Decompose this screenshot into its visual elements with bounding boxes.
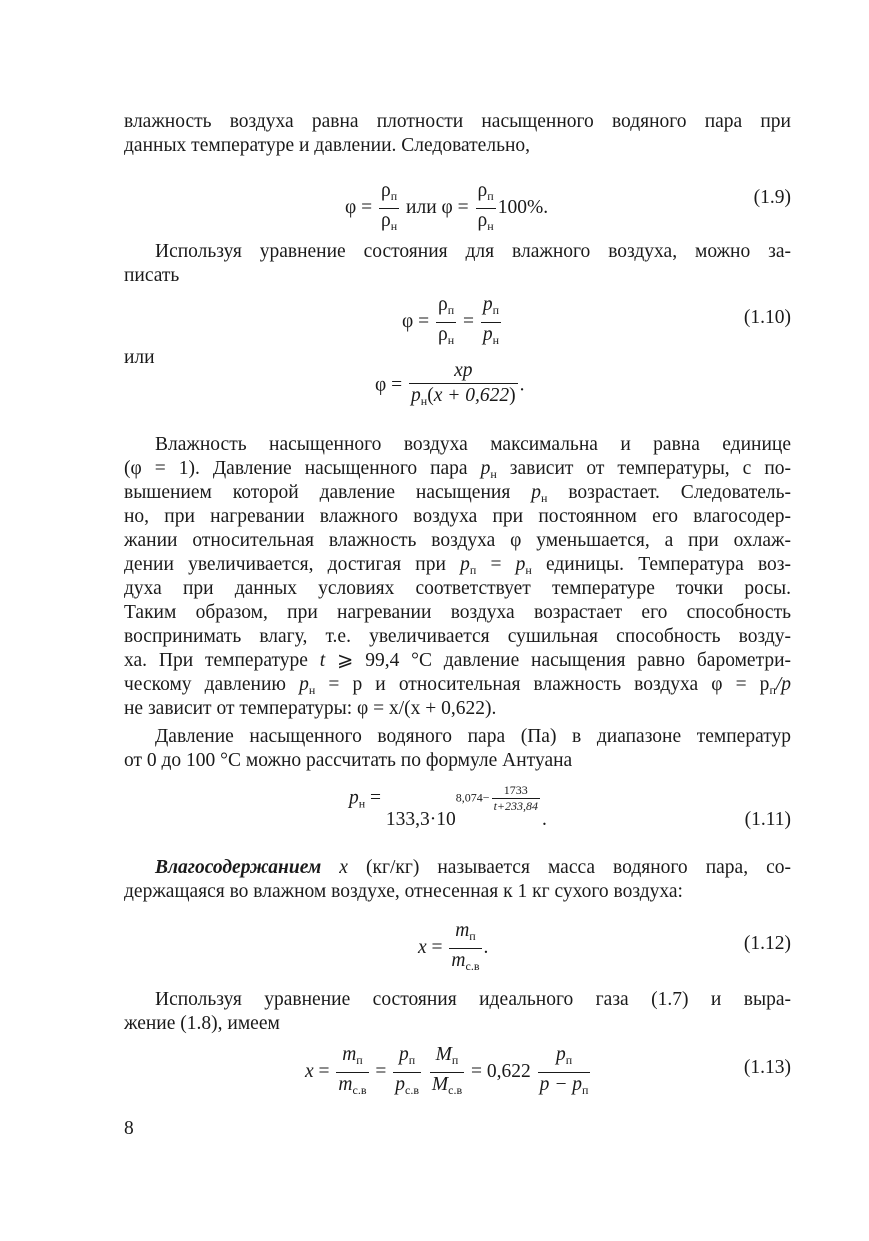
fraction: $\frac{p_п}{p - p_п}$ [538, 1044, 591, 1101]
text-line: жение (1.8), имеем [124, 1013, 280, 1034]
text-line: Используя уравнение состояния для влажного воздуха, можно за- [155, 241, 791, 262]
text-line: ческому давлению $p_н = p$ и относительная влажность воздуха $\varphi = p_п/p$ [124, 674, 792, 697]
fraction: $\frac{M_п}{M_{с.в}}$ [430, 1044, 464, 1101]
text-line: Влажность насыщенного воздуха максимальна и равна единице [155, 434, 791, 455]
text-line: (φ = 1). Давление насыщенного пара $p_н$ зависит от температуры, с по- [124, 458, 792, 481]
fraction: $\frac{xp}{p_н(x + 0,622)}$ [409, 360, 518, 412]
equation-1-9: φ = $\frac{\rho_п}{\rho_н}$ или φ = $\frac{\rho_п}{\rho_н}$ 100%. [345, 180, 548, 237]
text-line: духа при данных условиях соответствует температуре точки росы. [124, 578, 791, 599]
text-line: Влагосодержанием x (кг/кг) называется масса водяного пара, со- [155, 857, 792, 878]
equation-number: (1.12) [743, 933, 791, 954]
text-line: воспринимать влагу, т.е. увеличивается сушильная способность возду- [124, 626, 791, 647]
fraction: $\frac{p_п}{p_н}$ [481, 294, 501, 351]
equation-1-10: φ = $\frac{\rho_п}{\rho_н}$ = $\frac{p_п}{p_н}$ [402, 294, 503, 351]
text-line: Давление насыщенного водяного пара (Па) в диапазоне температур [155, 726, 791, 747]
equation-1-13: x = $\frac{m_п}{m_{с.в}}$ = $\frac{p_п}{p_{с.в}}$ $\frac{M_п}{M_{с.в}}$ = 0,622 $\frac{p_п}{p - p_п}$ [305, 1044, 592, 1101]
text-line: дении увеличивается, достигая при $p_п = p_н$ единицы. Температура воз- [124, 554, 791, 577]
equation-number: (1.9) [753, 187, 791, 208]
text-line: влажность воздуха равна плотности насыщенного водяного пара при [124, 111, 791, 132]
text-line: не зависит от температуры: φ = x/(x + 0,622). [124, 698, 497, 719]
text-line: данных температуре и давлении. Следовательно, [124, 135, 531, 156]
text-line: но, при нагревании влажного воздуха при постоянном его влагосодер- [124, 506, 791, 527]
equation-number: (1.11) [744, 809, 791, 830]
text-line: вышением которой давление насыщения $p_н$ возрастает. Следователь- [124, 482, 792, 505]
fraction: $\frac{m_п}{m_{с.в}}$ [336, 1044, 368, 1101]
page-number: 8 [124, 1118, 134, 1139]
fraction: $\frac{m_п}{m_{с.в}}$ [449, 920, 481, 977]
fraction: $\frac{1733}{t+233,84}$ [493, 783, 539, 813]
text-line: писать [124, 265, 180, 286]
text-line: ха. При температуре t ⩾ 99,4 °С давление насыщения равно барометри- [124, 650, 792, 671]
equation-1-12: x = $\frac{m_п}{m_{с.в}}$ . [418, 920, 488, 977]
equation-number: (1.10) [743, 307, 791, 328]
antoine-exponent: 8,074− $\frac{1733}{t+233,84}$ [455, 783, 539, 813]
fraction: $\frac{\rho_п}{\rho_н}$ [436, 294, 456, 351]
fraction: $\frac{\rho_п}{\rho_н}$ [476, 180, 496, 237]
equation-phi-xp: φ = $\frac{xp}{p_н(x + 0,622)}$ . [375, 360, 525, 412]
text-line: Используя уравнение состояния идеального газа (1.7) и выра- [155, 989, 791, 1010]
fraction: $\frac{\rho_п}{\rho_н}$ [379, 180, 399, 237]
equation-1-11: $p_н = 133,3\cdot 108,074-$ $\frac{1733}{t+233,84}$ . [349, 783, 547, 831]
equation-number: (1.13) [743, 1057, 791, 1078]
text-line: Таким образом, при нагревании воздуха возрастает его способность [124, 602, 791, 623]
text-line: жании относительная влажность воздуха φ уменьшается, а при охлаж- [124, 530, 791, 551]
text-line: от 0 до 100 °С можно рассчитать по формуле Антуана [124, 750, 573, 771]
text-line: держащаяся во влажном воздухе, отнесенная к 1 кг сухого воздуха: [124, 881, 683, 902]
fraction: $\frac{p_п}{p_{с.в}}$ [393, 1044, 421, 1101]
text-line: или [124, 347, 155, 368]
